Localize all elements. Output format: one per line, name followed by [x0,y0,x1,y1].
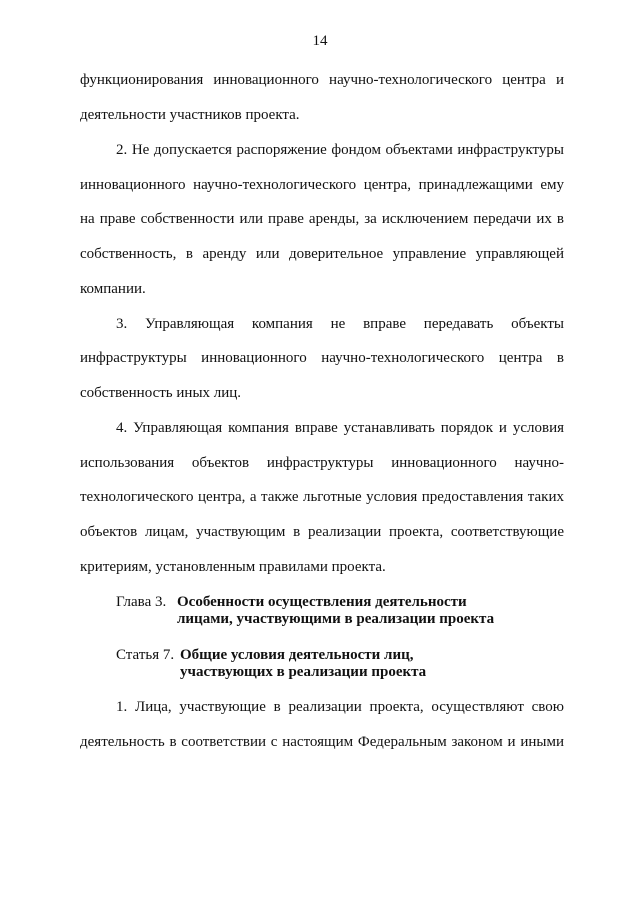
paragraph-line: 2. Не допускается распоряжение фондом объектами инфраструктуры [116,142,564,158]
paragraph-line: компании. [80,281,146,297]
paragraph-line: использования объектов инфраструктуры инновационного научно- [80,455,564,471]
paragraph-line: собственность, в аренду или доверительное управление управляющей [80,246,564,262]
paragraph-line: технологического центра, а также льготные условия предоставления таких [80,489,564,505]
paragraph-line: объектов лицам, участвующим в реализации проекта, соответствующие [80,524,564,540]
paragraph-line: критериям, установленным правилами проекта. [80,559,386,575]
chapter-title-line-2: лицами, участвующими в реализации проекта [177,611,495,627]
article-label: Статья 7. [116,647,175,663]
page-number: 14 [312,33,328,49]
paragraph-line: 1. Лица, участвующие в реализации проекта, осуществляют свою [116,699,564,715]
article-title-line-2: участвующих в реализации проекта [180,664,427,680]
paragraph-line: на праве собственности или праве аренды, за исключением передачи их в [80,211,564,227]
article-title-line-1: Общие условия деятельности лиц, [180,647,414,663]
paragraph-line: собственность иных лиц. [80,385,242,401]
chapter-title-line-1: Особенности осуществления деятельности [177,594,467,610]
paragraph-line: деятельность в соответствии с настоящим Федеральным законом и иными [80,734,564,750]
paragraph-line: инновационного научно-технологического центра, принадлежащими ему [80,177,564,193]
paragraph-line: функционирования инновационного научно-технологического центра и [80,72,564,88]
paragraph-line: 3. Управляющая компания не вправе передавать объекты [116,316,564,332]
paragraph-line: инфраструктуры инновационного научно-технологического центра в [80,350,564,366]
paragraph-line: деятельности участников проекта. [80,107,300,123]
chapter-label: Глава 3. [116,594,167,610]
paragraph-line: 4. Управляющая компания вправе устанавливать порядок и условия [116,420,564,436]
